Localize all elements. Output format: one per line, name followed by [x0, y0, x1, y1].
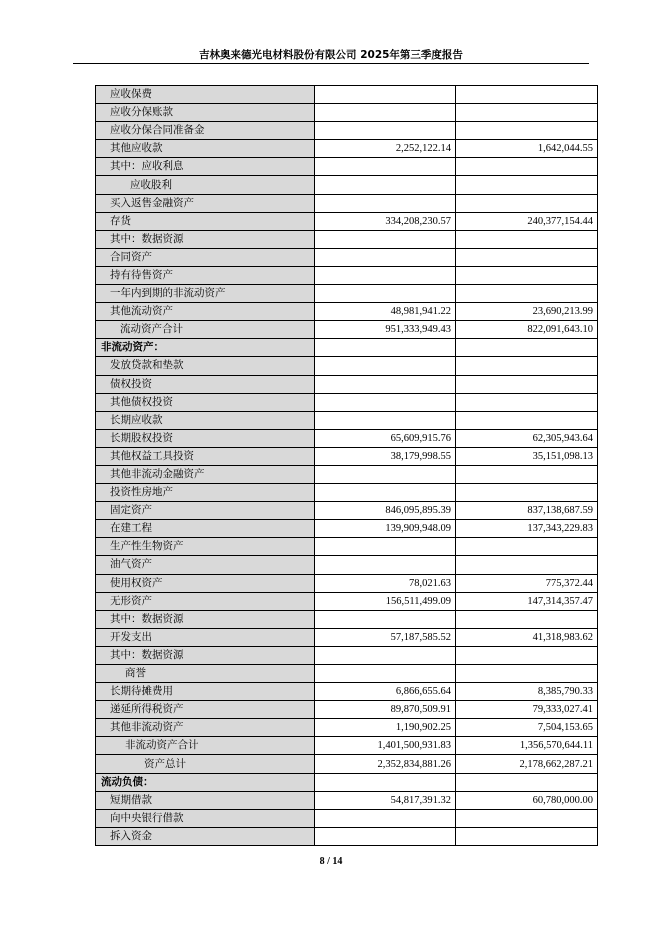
row-label: 其他权益工具投资: [96, 447, 315, 465]
prior-period-value: [456, 158, 598, 176]
prior-period-value: [456, 484, 598, 502]
section-header-row: [96, 339, 598, 357]
table-row: [96, 520, 598, 538]
table-row: [96, 610, 598, 628]
table-row: [96, 194, 598, 212]
row-label: 油气资产: [96, 556, 315, 574]
row-label: 其他非流动资产: [96, 719, 315, 737]
prior-period-value: [456, 411, 598, 429]
row-label: 生产性生物资产: [96, 538, 315, 556]
table-row: [96, 502, 598, 520]
table-row: [96, 538, 598, 556]
prior-period-value: 79,333,027.41: [456, 701, 598, 719]
prior-period-value: [456, 665, 598, 683]
table-row: [96, 465, 598, 483]
current-period-value: 1,190,902.25: [315, 719, 456, 737]
balance-sheet-table: [95, 85, 598, 846]
current-period-value: 2,352,834,881.26: [315, 755, 456, 773]
prior-period-value: [456, 393, 598, 411]
row-label: 商誉: [96, 665, 315, 683]
table-row: [96, 827, 598, 845]
table-row: [96, 176, 598, 194]
table-row: [96, 665, 598, 683]
prior-period-value: [456, 827, 598, 845]
row-label: 其中：数据资源: [96, 610, 315, 628]
table-row: [96, 122, 598, 140]
table-row: [96, 719, 598, 737]
row-label: 一年内到期的非流动资产: [96, 285, 315, 303]
row-label: 应收分保合同准备金: [96, 122, 315, 140]
current-period-value: 89,870,509.91: [315, 701, 456, 719]
prior-period-value: [456, 556, 598, 574]
prior-period-value: 8,385,790.33: [456, 683, 598, 701]
prior-period-value: [456, 809, 598, 827]
prior-period-value: 35,151,098.13: [456, 447, 598, 465]
current-period-value: 156,511,499.09: [315, 592, 456, 610]
prior-period-value: [456, 339, 598, 357]
row-label: 存货: [96, 212, 315, 230]
report-header: 吉林奥来德光电材料股份有限公司 2025年第三季度报告: [199, 49, 463, 61]
current-period-value: [315, 465, 456, 483]
table-row: [96, 737, 598, 755]
section-label: 非流动资产：: [96, 339, 315, 357]
current-period-value: 54,817,391.32: [315, 791, 456, 809]
prior-period-value: [456, 230, 598, 248]
current-period-value: [315, 375, 456, 393]
table-row: [96, 574, 598, 592]
current-period-value: [315, 285, 456, 303]
table-row: [96, 375, 598, 393]
current-period-value: 48,981,941.22: [315, 303, 456, 321]
prior-period-value: 60,780,000.00: [456, 791, 598, 809]
row-label: 债权投资: [96, 375, 315, 393]
table-row: [96, 592, 598, 610]
prior-period-value: [456, 375, 598, 393]
prior-period-value: 1,642,044.55: [456, 140, 598, 158]
current-period-value: [315, 610, 456, 628]
current-period-value: 334,208,230.57: [315, 212, 456, 230]
prior-period-value: 775,372.44: [456, 574, 598, 592]
row-label: 长期应收款: [96, 411, 315, 429]
current-period-value: [315, 104, 456, 122]
prior-period-value: 837,138,687.59: [456, 502, 598, 520]
table-row: [96, 321, 598, 339]
prior-period-value: 1,356,570,644.11: [456, 737, 598, 755]
table-row: [96, 285, 598, 303]
current-period-value: 846,095,895.39: [315, 502, 456, 520]
prior-period-value: [456, 465, 598, 483]
prior-period-value: 137,343,229.83: [456, 520, 598, 538]
row-label: 短期借款: [96, 791, 315, 809]
current-period-value: 78,021.63: [315, 574, 456, 592]
row-label: 应收分保账款: [96, 104, 315, 122]
current-period-value: [315, 827, 456, 845]
table-row: [96, 791, 598, 809]
row-label: 投资性房地产: [96, 484, 315, 502]
prior-period-value: [456, 610, 598, 628]
current-period-value: 951,333,949.43: [315, 321, 456, 339]
row-label: 应收保费: [96, 86, 315, 104]
table-row: [96, 556, 598, 574]
current-period-value: [315, 556, 456, 574]
table-row: [96, 447, 598, 465]
prior-period-value: 41,318,983.62: [456, 628, 598, 646]
row-label: 拆入资金: [96, 827, 315, 845]
row-label: 应收股利: [96, 176, 315, 194]
prior-period-value: 23,690,213.99: [456, 303, 598, 321]
current-period-value: [315, 194, 456, 212]
table-row: [96, 158, 598, 176]
prior-period-value: 147,314,357.47: [456, 592, 598, 610]
current-period-value: [315, 158, 456, 176]
table-row: [96, 701, 598, 719]
prior-period-value: [456, 104, 598, 122]
current-period-value: [315, 266, 456, 284]
current-period-value: [315, 809, 456, 827]
table-row: [96, 140, 598, 158]
current-period-value: [315, 538, 456, 556]
prior-period-value: [456, 248, 598, 266]
row-label: 买入返售金融资产: [96, 194, 315, 212]
current-period-value: 57,187,585.52: [315, 628, 456, 646]
current-period-value: [315, 248, 456, 266]
row-label: 长期待摊费用: [96, 683, 315, 701]
prior-period-value: [456, 266, 598, 284]
table-row: [96, 484, 598, 502]
row-label: 其中：应收利息: [96, 158, 315, 176]
section-header-row: [96, 773, 598, 791]
prior-period-value: 7,504,153.65: [456, 719, 598, 737]
table-row: [96, 230, 598, 248]
row-label: 递延所得税资产: [96, 701, 315, 719]
current-period-value: [315, 393, 456, 411]
current-period-value: 1,401,500,931.83: [315, 737, 456, 755]
prior-period-value: 2,178,662,287.21: [456, 755, 598, 773]
prior-period-value: [456, 86, 598, 104]
row-label: 合同资产: [96, 248, 315, 266]
current-period-value: [315, 484, 456, 502]
current-period-value: 2,252,122.14: [315, 140, 456, 158]
prior-period-value: 62,305,943.64: [456, 429, 598, 447]
table-row: [96, 646, 598, 664]
row-label: 流动资产合计: [96, 321, 315, 339]
current-period-value: [315, 773, 456, 791]
table-row: [96, 809, 598, 827]
row-label: 其他非流动金融资产: [96, 465, 315, 483]
row-label: 资产总计: [96, 755, 315, 773]
prior-period-value: [456, 285, 598, 303]
current-period-value: 65,609,915.76: [315, 429, 456, 447]
prior-period-value: 240,377,154.44: [456, 212, 598, 230]
current-period-value: [315, 646, 456, 664]
row-label: 其他债权投资: [96, 393, 315, 411]
current-period-value: [315, 411, 456, 429]
table-row: [96, 393, 598, 411]
row-label: 其中：数据资源: [96, 230, 315, 248]
header-rule: [73, 63, 589, 64]
current-period-value: [315, 339, 456, 357]
row-label: 其他应收款: [96, 140, 315, 158]
current-period-value: 38,179,998.55: [315, 447, 456, 465]
section-label: 流动负债：: [96, 773, 315, 791]
table-row: [96, 429, 598, 447]
table-row: [96, 755, 598, 773]
row-label: 使用权资产: [96, 574, 315, 592]
current-period-value: [315, 357, 456, 375]
page-number: 8 / 14: [319, 856, 343, 867]
balance-sheet-body: [96, 86, 598, 846]
row-label: 在建工程: [96, 520, 315, 538]
prior-period-value: [456, 357, 598, 375]
row-label: 固定资产: [96, 502, 315, 520]
current-period-value: [315, 230, 456, 248]
current-period-value: 139,909,948.09: [315, 520, 456, 538]
table-row: [96, 628, 598, 646]
prior-period-value: [456, 122, 598, 140]
row-label: 持有待售资产: [96, 266, 315, 284]
row-label: 发放贷款和垫款: [96, 357, 315, 375]
table-row: [96, 303, 598, 321]
current-period-value: [315, 176, 456, 194]
row-label: 非流动资产合计: [96, 737, 315, 755]
row-label: 其他流动资产: [96, 303, 315, 321]
table-row: [96, 357, 598, 375]
current-period-value: [315, 665, 456, 683]
prior-period-value: [456, 194, 598, 212]
current-period-value: [315, 122, 456, 140]
row-label: 长期股权投资: [96, 429, 315, 447]
prior-period-value: [456, 176, 598, 194]
table-row: [96, 266, 598, 284]
row-label: 无形资产: [96, 592, 315, 610]
prior-period-value: [456, 646, 598, 664]
table-row: [96, 248, 598, 266]
prior-period-value: 822,091,643.10: [456, 321, 598, 339]
current-period-value: 6,866,655.64: [315, 683, 456, 701]
table-row: [96, 86, 598, 104]
table-row: [96, 411, 598, 429]
table-row: [96, 212, 598, 230]
row-label: 向中央银行借款: [96, 809, 315, 827]
current-period-value: [315, 86, 456, 104]
prior-period-value: [456, 773, 598, 791]
row-label: 开发支出: [96, 628, 315, 646]
table-row: [96, 683, 598, 701]
prior-period-value: [456, 538, 598, 556]
table-row: [96, 104, 598, 122]
row-label: 其中：数据资源: [96, 646, 315, 664]
